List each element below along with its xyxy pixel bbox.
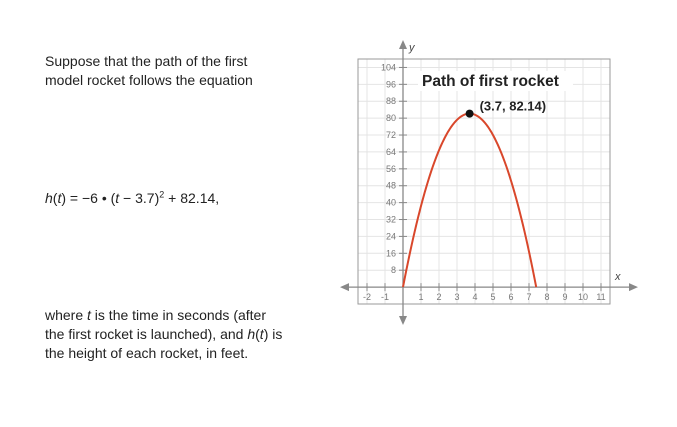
x-tick-label: 7: [526, 292, 532, 303]
x-tick-label: 1: [418, 292, 424, 303]
equation-exponent: 2: [159, 189, 165, 200]
intro-text: [45, 52, 295, 90]
y-tick-label: 48: [385, 180, 396, 191]
y-tick-label: 40: [385, 197, 396, 208]
explanation-var-t-2: t: [259, 326, 264, 342]
explanation-line-1-post: is the time in seconds (after: [90, 307, 266, 323]
intro-line-1: Suppose that the path of the first: [45, 53, 248, 69]
vertex-label: (3.7, 82.14): [479, 98, 547, 114]
equation-function-name: h: [45, 190, 53, 206]
x-axis-arrow-right: [629, 283, 638, 291]
explanation-text: where t is the time in seconds (after the first rocket is launched), and h(t) is the height of each rocket, in feet.: [45, 307, 283, 361]
x-tick-label: -2: [362, 292, 372, 303]
rocket-path-curve: [403, 114, 536, 287]
y-tick-label: 80: [385, 113, 396, 124]
explanation-line-3: the height of each rocket, in feet.: [45, 345, 249, 361]
y-tick-label: 32: [385, 214, 396, 225]
x-axis-arrow-left: [340, 283, 349, 291]
equation-variable: t: [115, 190, 120, 206]
x-tick-label: 9: [562, 292, 568, 303]
y-tick-label: 56: [385, 163, 396, 174]
x-tick-label: -1: [380, 292, 390, 303]
x-tick-label: 2: [436, 292, 442, 303]
rocket-path-graph: [340, 40, 640, 325]
x-tick-label: 3: [454, 292, 460, 303]
intro-line-2: model rocket follows the equation: [45, 72, 253, 88]
explanation-line-2-post: ) is: [263, 326, 283, 342]
y-axis-arrow-down: [399, 316, 407, 325]
y-tick-label: 72: [385, 130, 396, 141]
vertex-point: [466, 110, 474, 118]
y-tick-label: 24: [385, 231, 396, 242]
equation-inner: − 3.7): [119, 190, 160, 206]
x-tick-label: 5: [490, 292, 496, 303]
y-axis-arrow-up: [399, 40, 407, 49]
x-tick-label: 10: [577, 292, 589, 303]
y-tick-label: 16: [385, 248, 396, 259]
y-tick-label: 104: [380, 62, 396, 73]
equation-text: h(t) = −6 • $(t - 3.7)^2 + 82.14$,: [45, 189, 220, 206]
graph-title: Path of first rocket: [422, 73, 559, 90]
x-tick-label: 6: [508, 292, 514, 303]
explanation-line-1-pre: where: [45, 307, 88, 323]
equation-argument: t: [57, 190, 62, 206]
y-tick-label: 8: [390, 265, 396, 276]
x-axis-label: x: [615, 271, 621, 284]
equation-mid: ) = −6 • (: [61, 190, 116, 206]
x-tick-label: 8: [544, 292, 550, 303]
y-axis-label: y: [409, 42, 415, 54]
explanation-var-t: t: [87, 307, 91, 323]
equation-tail: + 82.14,: [164, 190, 220, 206]
y-tick-label: 64: [385, 146, 396, 157]
explanation-fn-h: h: [247, 326, 256, 342]
y-tick-label: 96: [385, 79, 396, 90]
x-tick-label: 4: [472, 292, 478, 303]
explanation-line-2-pre: the first rocket is launched), and: [45, 326, 248, 342]
x-tick-label: 11: [596, 292, 606, 303]
y-tick-label: 88: [385, 96, 396, 107]
